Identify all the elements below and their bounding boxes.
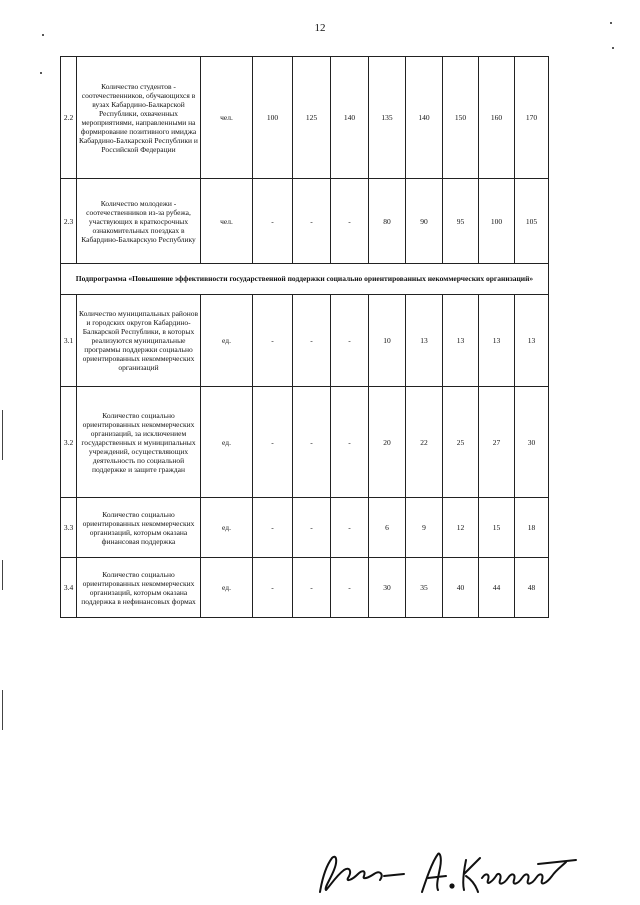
indicator-description: Количество социально ориентированных некоммерческих организаций, которым оказана поддержка в нефинансовых формах — [77, 558, 201, 618]
scan-speck — [42, 34, 44, 36]
value-cell: - — [253, 295, 293, 387]
subprogram-row — [61, 264, 549, 295]
indicator-description: Количество молодежи - соотечественников из-за рубежа, участвующих в краткосрочных ознакомительных поездках в Кабардино-Балкарскую Республику — [77, 179, 201, 264]
value-cell: 10 — [369, 295, 406, 387]
value-cell: 48 — [515, 558, 549, 618]
value-cell: 13 — [515, 295, 549, 387]
value-cell: 44 — [479, 558, 515, 618]
table-row — [61, 57, 549, 179]
unit-cell: чел. — [201, 57, 253, 179]
table-row — [61, 179, 549, 264]
scan-edge-line — [2, 690, 3, 730]
value-cell: 80 — [369, 179, 406, 264]
value-cell: - — [331, 558, 369, 618]
value-cell: - — [331, 295, 369, 387]
table-row — [61, 387, 549, 498]
value-cell: 15 — [479, 498, 515, 558]
value-cell: - — [253, 498, 293, 558]
page-number: 12 — [314, 22, 326, 34]
subprogram-title: Подпрограмма «Повышение эффективности государственной поддержки социально ориентированных некоммерческих организаций» — [61, 264, 549, 295]
value-cell: 35 — [406, 558, 443, 618]
unit-cell: ед. — [201, 387, 253, 498]
value-cell: 100 — [479, 179, 515, 264]
value-cell: - — [293, 387, 331, 498]
scan-speck — [40, 72, 42, 74]
value-cell: 12 — [443, 498, 479, 558]
value-cell: - — [331, 179, 369, 264]
value-cell: - — [253, 179, 293, 264]
indicator-description: Количество социально ориентированных некоммерческих организаций, за исключением государственных и муниципальных учреждений, осуществляющих деятельность по социальной поддержке и защите граждан — [77, 387, 201, 498]
unit-cell: чел. — [201, 179, 253, 264]
value-cell: 150 — [443, 57, 479, 179]
handwritten-signature — [300, 840, 600, 900]
value-cell: 140 — [406, 57, 443, 179]
unit-cell: ед. — [201, 295, 253, 387]
indicator-description: Количество социально ориентированных некоммерческих организаций, которым оказана финансовая поддержка — [77, 498, 201, 558]
value-cell: 13 — [406, 295, 443, 387]
value-cell: 100 — [253, 57, 293, 179]
value-cell: - — [293, 179, 331, 264]
indicator-description: Количество муниципальных районов и городских округов Кабардино-Балкарской Республики, в которых реализуются муниципальные программы поддержки социально ориентированных некоммерческих организаций — [77, 295, 201, 387]
row-number: 3.4 — [61, 558, 77, 618]
value-cell: - — [331, 387, 369, 498]
value-cell: 18 — [515, 498, 549, 558]
value-cell: - — [293, 558, 331, 618]
value-cell: 30 — [369, 558, 406, 618]
table-row — [61, 558, 549, 618]
value-cell: - — [293, 498, 331, 558]
row-number: 3.3 — [61, 498, 77, 558]
value-cell: 140 — [331, 57, 369, 179]
indicator-description: Количество студентов - соотечественников, обучающихся в вузах Кабардино-Балкарской Республики, охваченных мероприятиями, направленными на формирование позитивного имиджа Кабардино-Балкарской Республики и Российской Федерации — [77, 57, 201, 179]
scan-edge-line — [2, 560, 3, 590]
value-cell: 30 — [515, 387, 549, 498]
table-row — [61, 498, 549, 558]
scan-speck — [610, 22, 612, 24]
value-cell: - — [331, 498, 369, 558]
row-number: 2.3 — [61, 179, 77, 264]
row-number: 3.2 — [61, 387, 77, 498]
value-cell: 160 — [479, 57, 515, 179]
value-cell: 105 — [515, 179, 549, 264]
value-cell: 125 — [293, 57, 331, 179]
value-cell: 95 — [443, 179, 479, 264]
unit-cell: ед. — [201, 498, 253, 558]
unit-cell: ед. — [201, 558, 253, 618]
value-cell: 27 — [479, 387, 515, 498]
value-cell: 90 — [406, 179, 443, 264]
value-cell: 40 — [443, 558, 479, 618]
value-cell: - — [293, 295, 331, 387]
value-cell: 13 — [443, 295, 479, 387]
value-cell: 13 — [479, 295, 515, 387]
value-cell: 170 — [515, 57, 549, 179]
value-cell: 135 — [369, 57, 406, 179]
value-cell: 20 — [369, 387, 406, 498]
row-number: 2.2 — [61, 57, 77, 179]
scan-speck — [612, 47, 614, 49]
value-cell: 25 — [443, 387, 479, 498]
value-cell: - — [253, 387, 293, 498]
scan-edge-line — [2, 410, 3, 460]
table-row — [61, 295, 549, 387]
value-cell: - — [253, 558, 293, 618]
value-cell: 9 — [406, 498, 443, 558]
value-cell: 6 — [369, 498, 406, 558]
value-cell: 22 — [406, 387, 443, 498]
indicators-table — [60, 56, 549, 618]
row-number: 3.1 — [61, 295, 77, 387]
